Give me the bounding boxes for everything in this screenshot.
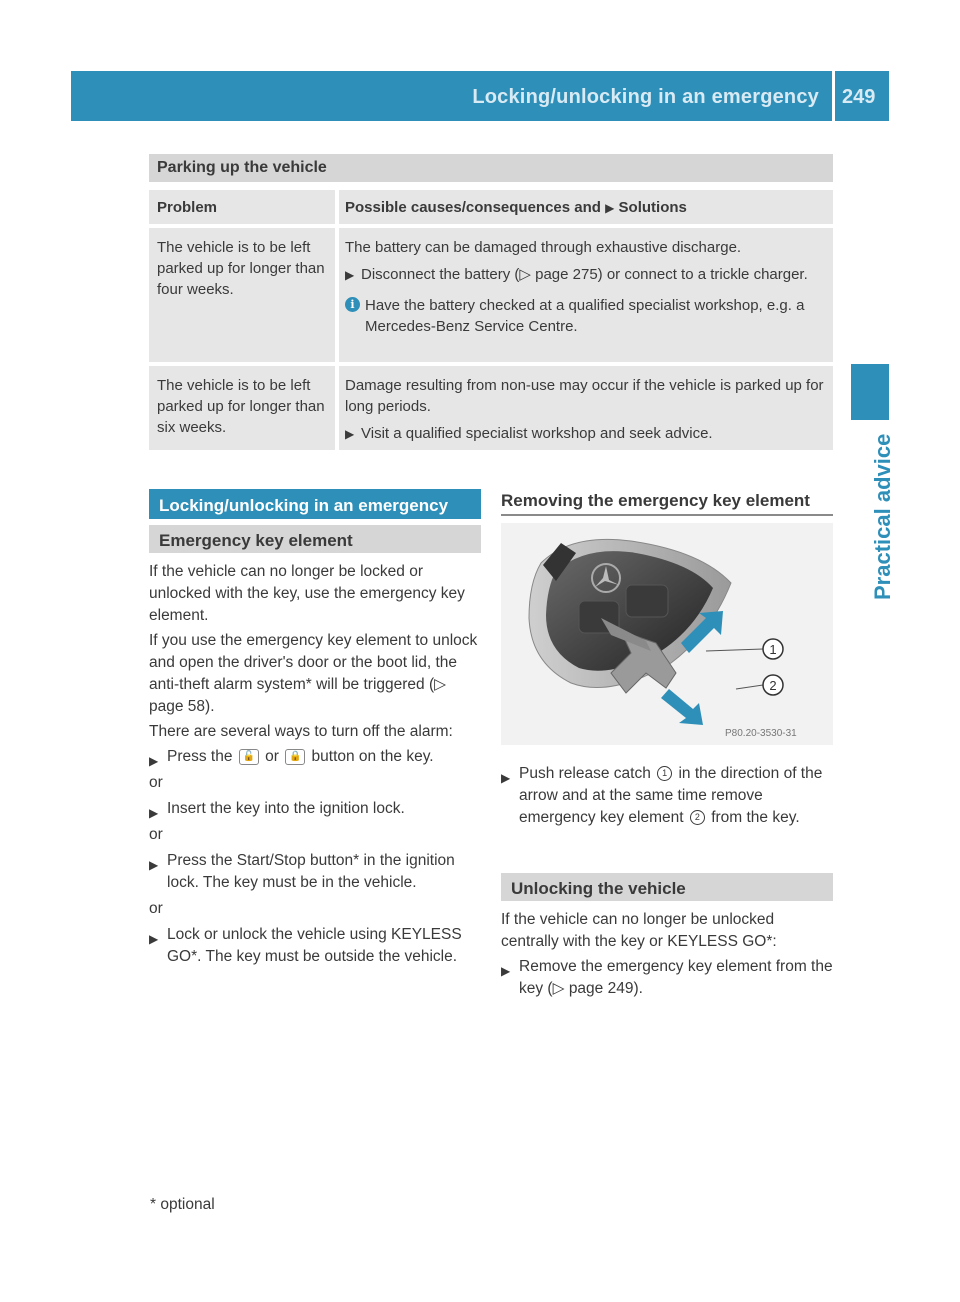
table-row: [149, 366, 833, 450]
instruction-step: ▶ Press the 🔓 or 🔒 button on the key.: [149, 746, 483, 768]
chapter-label: Practical advice: [870, 433, 895, 600]
lock-button-icon: 🔒: [285, 749, 305, 765]
paragraph: There are several ways to turn off the alarm:: [149, 723, 453, 740]
row-step: ▶ Disconnect the battery (▷ page 275) or connect to a trickle charger.: [345, 264, 827, 285]
image-code: P80.20-3530-31: [725, 728, 797, 739]
key-illustration: [501, 523, 833, 745]
section-heading: Locking/unlocking in an emergency: [149, 489, 481, 519]
footnote: * optional: [150, 1196, 215, 1213]
or-text: or: [149, 774, 163, 791]
unlock-body: [501, 909, 835, 1004]
key-drawing: [501, 523, 833, 745]
paragraph: If the vehicle can no longer be unlocked centrally with the key or KEYLESS GO*:: [501, 911, 777, 950]
removing-key-heading: Removing the emergency key element: [501, 491, 810, 510]
table-header: [149, 190, 833, 224]
row-solutions: [345, 237, 827, 337]
instruction-step: ▶ Push release catch 1 in the direction of the arrow and at the same time remove emergency key element 2 from the key.: [501, 765, 823, 826]
paragraph: If the vehicle can no longer be locked or unlocked with the key, use the emergency key element.: [149, 563, 465, 624]
paragraph: If you use the emergency key element to unlock and open the driver's door or the boot lid, the anti-theft alarm system* will be triggered (▷ page 58).: [149, 632, 478, 715]
subsection-heading: Emergency key element: [149, 525, 481, 553]
row-problem: The vehicle is to be left parked up for longer than six weeks.: [157, 377, 325, 436]
callout-2: 2: [769, 678, 777, 693]
instruction-step: ▶ Insert the key into the ignition lock.: [149, 798, 483, 820]
row-problem: The vehicle is to be left parked up for longer than four weeks.: [157, 239, 325, 298]
play-arrow-icon: ▶: [605, 201, 615, 215]
unlock-button-icon: 🔓: [239, 749, 259, 765]
heading-rule: [501, 514, 833, 516]
callout-ref-2: 2: [690, 810, 705, 825]
page-header-title: Locking/unlocking in an emergency: [472, 86, 819, 108]
row-info: i Have the battery checked at a qualified specialist workshop, e.g. a Mercedes-Benz Service Centre.: [345, 295, 827, 337]
instruction-step: ▶ Lock or unlock the vehicle using KEYLESS GO*. The key must be outside the vehicle.: [149, 926, 462, 965]
table-caption: Parking up the vehicle: [149, 154, 833, 182]
instruction-step: ▶ Press the Start/Stop button* in the ignition lock. The key must be in the vehicle.: [149, 852, 455, 891]
header-separator: [832, 71, 835, 121]
left-body: [149, 561, 483, 972]
row-cause: Damage resulting from non-use may occur if the vehicle is parked up for long periods.: [345, 377, 824, 415]
removal-instructions: [501, 763, 835, 833]
page-number: 249: [842, 86, 876, 108]
header-causes: Possible causes/consequences and ▶ Solutions: [345, 199, 687, 216]
instruction-step: ▶ Remove the emergency key element from the key (▷ page 249).: [501, 958, 833, 997]
header-problem: Problem: [157, 199, 218, 216]
step-arrow-icon: ▶: [345, 268, 355, 282]
row-solutions: [345, 375, 827, 444]
step-arrow-icon: ▶: [149, 806, 159, 820]
step-arrow-icon: ▶: [501, 771, 511, 785]
step-arrow-icon: ▶: [149, 754, 159, 768]
step-arrow-icon: ▶: [149, 932, 159, 946]
or-text: or: [149, 900, 163, 917]
chapter-tab: [851, 364, 889, 420]
subsection-heading: Unlocking the vehicle: [501, 873, 833, 901]
table-row: [149, 228, 833, 362]
info-icon: i: [345, 297, 360, 312]
step-arrow-icon: ▶: [501, 964, 511, 978]
row-step: ▶ Visit a qualified specialist workshop and seek advice.: [345, 423, 827, 444]
row-cause: The battery can be damaged through exhaustive discharge.: [345, 239, 742, 256]
callout-ref-1: 1: [657, 766, 672, 781]
callout-1: 1: [769, 642, 777, 657]
or-text: or: [149, 826, 163, 843]
step-arrow-icon: ▶: [149, 858, 159, 872]
step-arrow-icon: ▶: [345, 427, 355, 441]
